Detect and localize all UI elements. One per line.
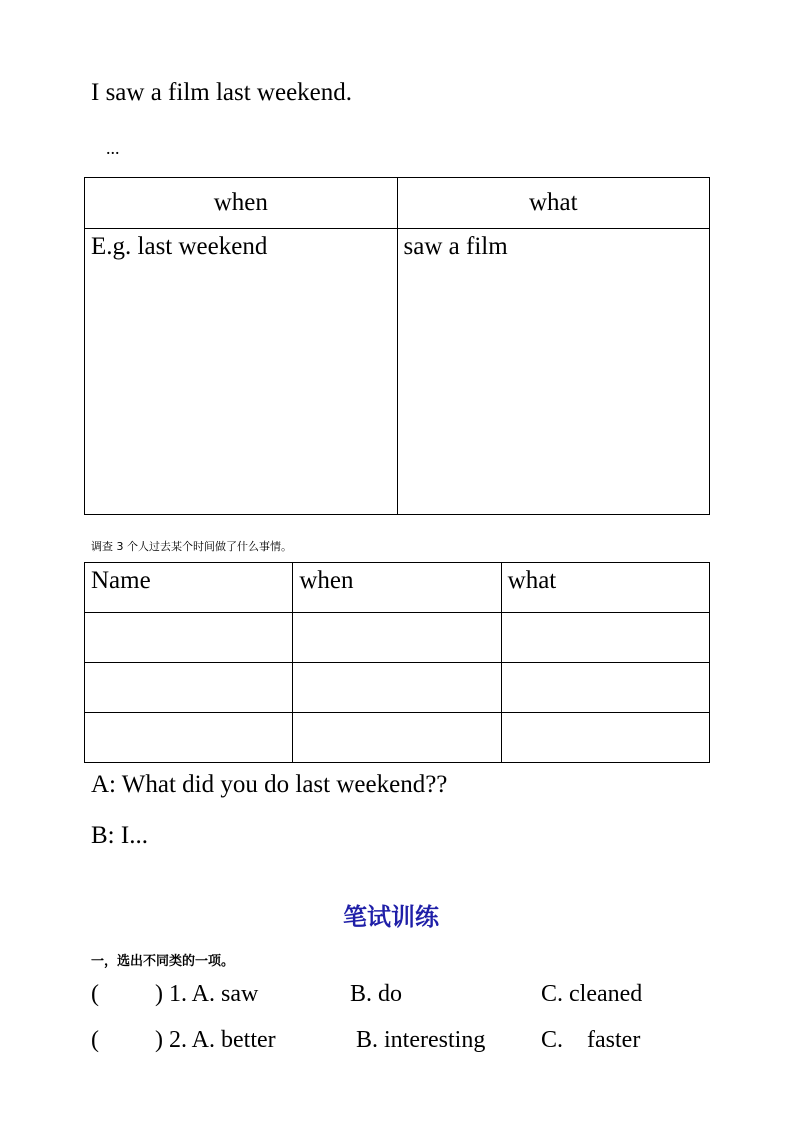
dialogue-b: B: I...	[91, 822, 148, 849]
table1-header-what: what	[397, 178, 709, 229]
intro-sentence: I saw a film last weekend.	[91, 79, 353, 106]
dialogue-a: A: What did you do last weekend??	[91, 771, 448, 798]
table-row	[85, 613, 710, 663]
survey-instruction: 调查 3 个人过去某个时间做了什么事情。	[91, 540, 292, 553]
question-2-option-c: C. faster	[541, 1027, 641, 1053]
ellipsis: ...	[106, 138, 120, 158]
when-what-table	[84, 177, 710, 515]
table-row	[85, 663, 710, 713]
table1-header-when: when	[85, 178, 398, 229]
question-1-option-b: B. do	[350, 981, 403, 1007]
table-cell[interactable]	[501, 663, 709, 713]
table2-header-name: Name	[85, 563, 293, 613]
question-1-paren[interactable]: (	[91, 981, 99, 1007]
table-cell[interactable]	[85, 613, 293, 663]
table2-header-what: what	[501, 563, 709, 613]
question-2-paren[interactable]: (	[91, 1027, 99, 1053]
table-cell[interactable]	[293, 613, 501, 663]
question-2-option-b: B. interesting	[356, 1027, 486, 1053]
table2-header-when: when	[293, 563, 501, 613]
table1-example-what: saw a film	[397, 229, 709, 515]
table-cell[interactable]	[85, 713, 293, 763]
table1-example-when: E.g. last weekend	[85, 229, 398, 515]
question-1-option-a: ) 1. A. saw	[155, 981, 259, 1007]
question-2-option-a: ) 2. A. better	[155, 1027, 276, 1053]
section-one-heading: 一，选出不同类的一项。	[91, 954, 235, 969]
table-cell[interactable]	[501, 713, 709, 763]
table-cell[interactable]	[293, 713, 501, 763]
table-row	[85, 713, 710, 763]
table-cell[interactable]	[293, 663, 501, 713]
question-1-option-c: C. cleaned	[541, 981, 643, 1007]
section-title: 笔试训练	[343, 903, 439, 931]
survey-table	[84, 562, 710, 763]
table-cell[interactable]	[501, 613, 709, 663]
table-cell[interactable]	[85, 663, 293, 713]
